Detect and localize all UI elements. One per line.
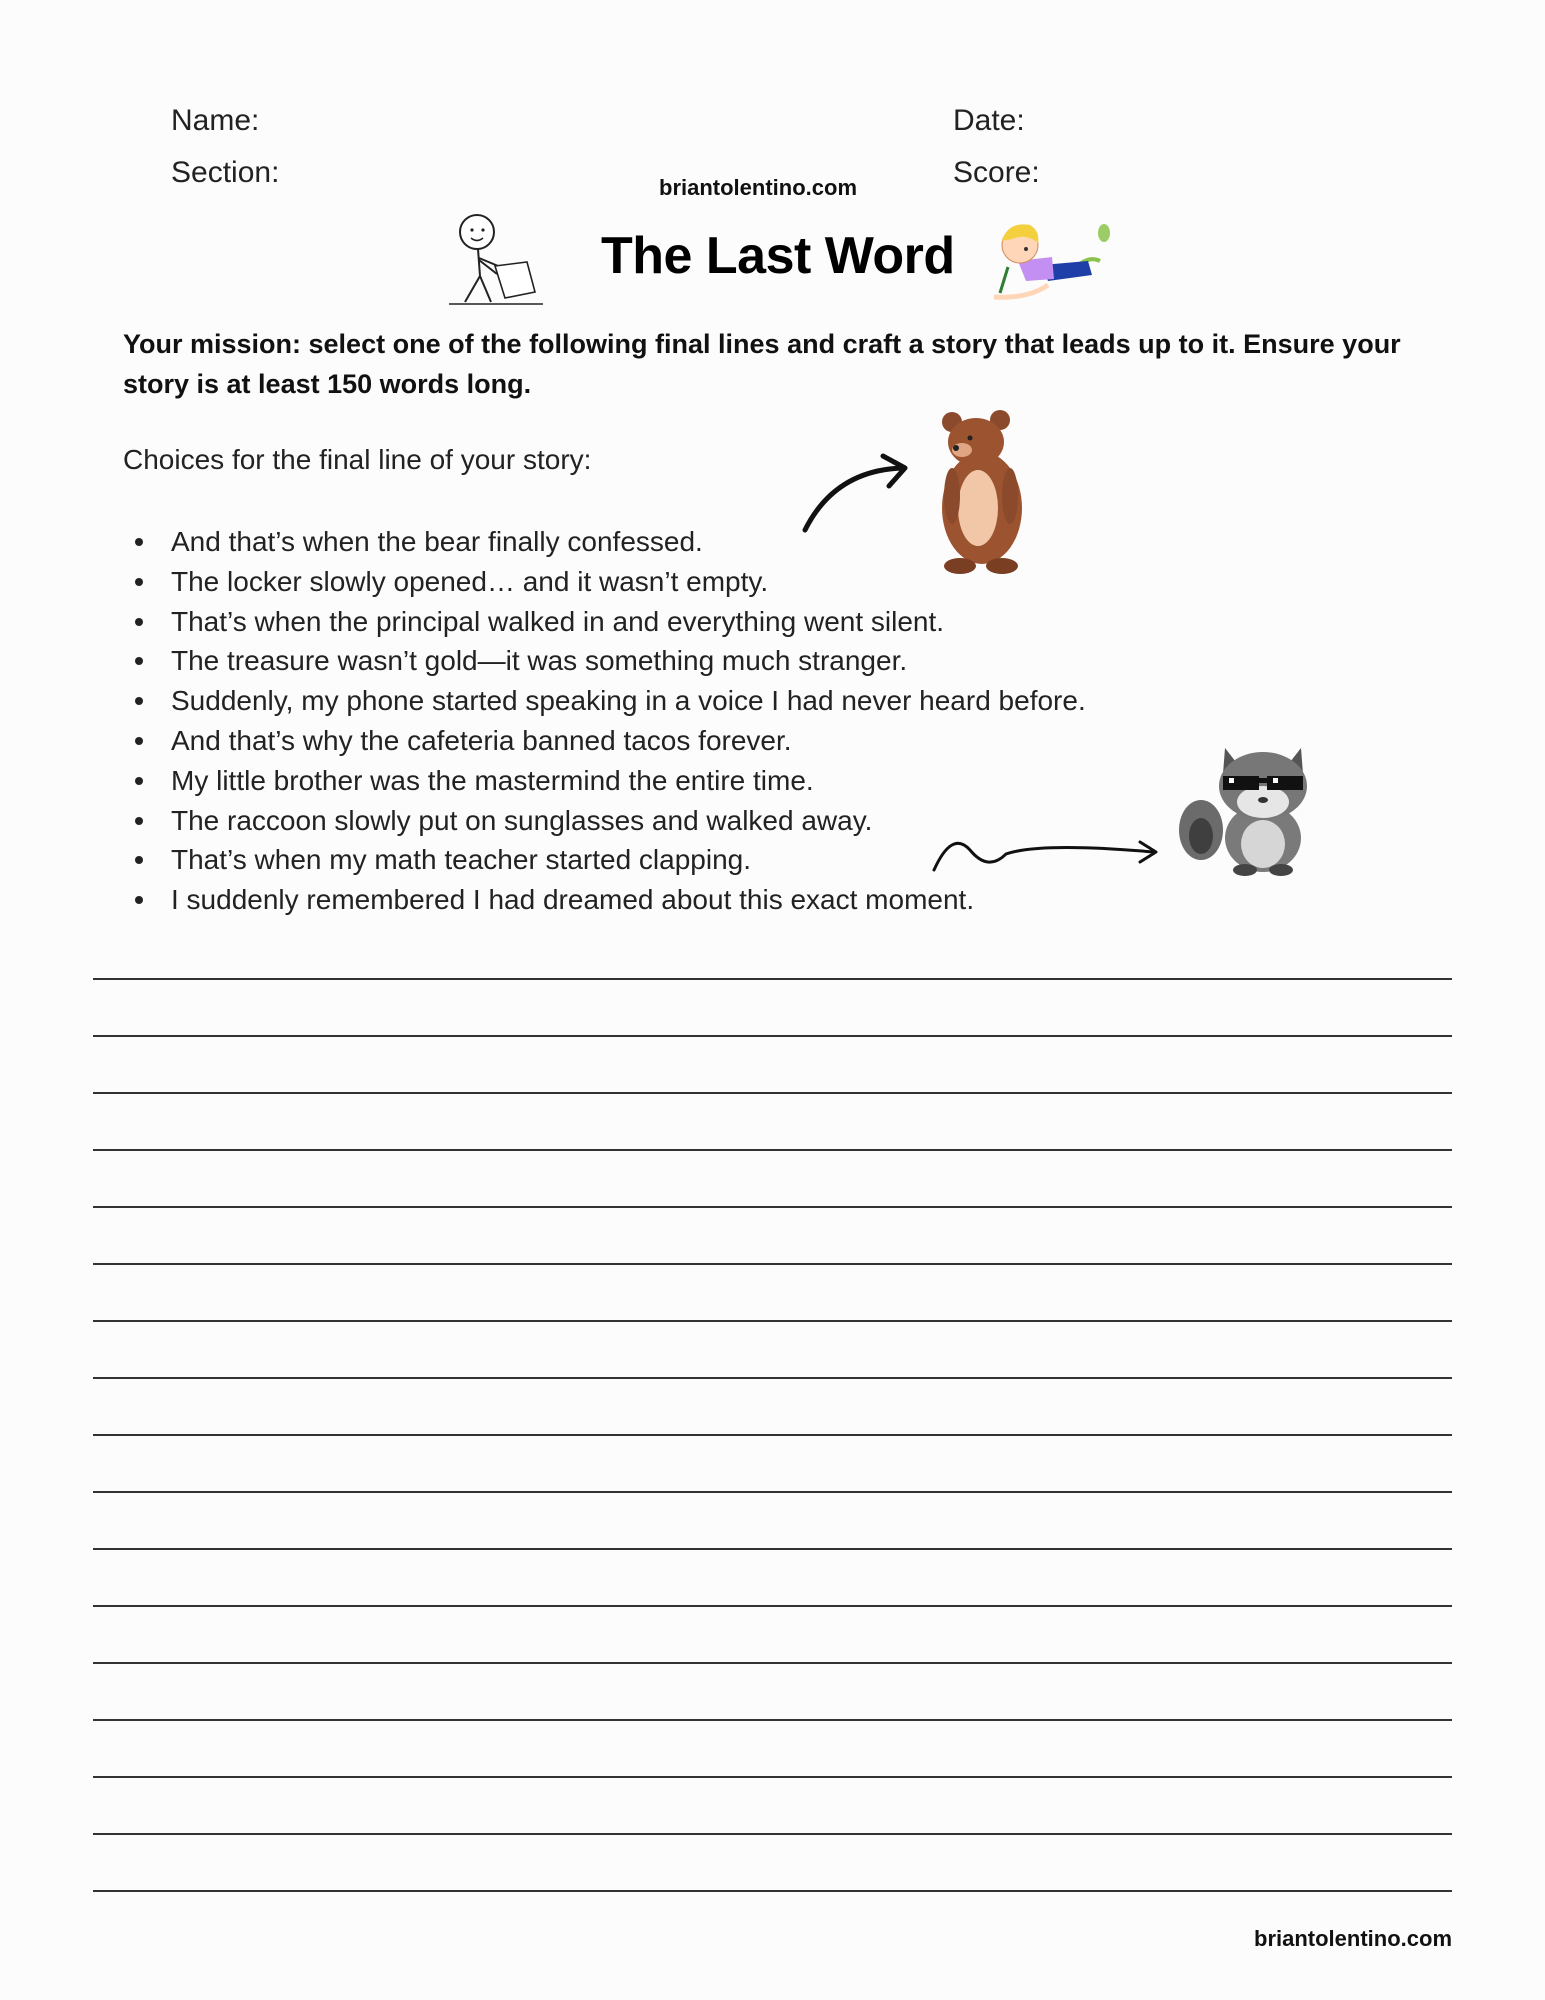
- choice-item: The locker slowly opened… and it wasn’t empty.: [123, 562, 1086, 602]
- boy-drawing-icon: [988, 215, 1128, 301]
- choice-item: And that’s why the cafeteria banned tacos forever.: [123, 721, 1086, 761]
- choices-intro: Choices for the final line of your story:: [123, 444, 592, 475]
- wavy-arrow-icon: [930, 828, 1160, 878]
- choice-item: The treasure wasn’t gold—it was something much stranger.: [123, 641, 1086, 681]
- section-label: Section:: [171, 156, 280, 189]
- writing-line[interactable]: [93, 1206, 1452, 1208]
- choice-item: And that’s when the bear finally confessed.: [123, 522, 1086, 562]
- writing-line[interactable]: [93, 1320, 1452, 1322]
- choice-item: My little brother was the mastermind the entire time.: [123, 761, 1086, 801]
- choice-item: That’s when my math teacher started clapping.: [123, 840, 1086, 880]
- choice-item: The raccoon slowly put on sunglasses and walked away.: [123, 801, 1086, 841]
- bear-icon: [930, 408, 1030, 576]
- page-title: The Last Word: [601, 227, 955, 285]
- writing-line[interactable]: [93, 1833, 1452, 1835]
- writing-line[interactable]: [93, 1491, 1452, 1493]
- writing-line[interactable]: [93, 1434, 1452, 1436]
- site-url-footer: briantolentino.com: [1254, 1926, 1452, 1951]
- score-label: Score:: [953, 156, 1040, 189]
- date-label: Date:: [953, 104, 1025, 137]
- writing-line[interactable]: [93, 1719, 1452, 1721]
- writing-line[interactable]: [93, 1149, 1452, 1151]
- curved-arrow-icon: [795, 450, 915, 535]
- writing-line[interactable]: [93, 978, 1452, 980]
- writing-line[interactable]: [93, 1605, 1452, 1607]
- site-url-top: briantolentino.com: [659, 175, 857, 200]
- writing-line[interactable]: [93, 1377, 1452, 1379]
- choice-item: Suddenly, my phone started speaking in a voice I had never heard before.: [123, 681, 1086, 721]
- writing-line[interactable]: [93, 1776, 1452, 1778]
- mission-instructions: Your mission: select one of the following final lines and craft a story that leads up to it. Ensure your story is at least 150 words long.: [123, 329, 1401, 399]
- stick-figure-writing-icon: [445, 210, 545, 306]
- choice-item: That’s when the principal walked in and everything went silent.: [123, 602, 1086, 642]
- writing-line[interactable]: [93, 1263, 1452, 1265]
- writing-line[interactable]: [93, 1092, 1452, 1094]
- writing-line[interactable]: [93, 1548, 1452, 1550]
- writing-line[interactable]: [93, 1890, 1452, 1892]
- raccoon-sunglasses-icon: [1175, 740, 1327, 878]
- name-label: Name:: [171, 104, 260, 137]
- writing-line[interactable]: [93, 1662, 1452, 1664]
- choice-item: I suddenly remembered I had dreamed about this exact moment.: [123, 880, 1086, 920]
- writing-line[interactable]: [93, 1035, 1452, 1037]
